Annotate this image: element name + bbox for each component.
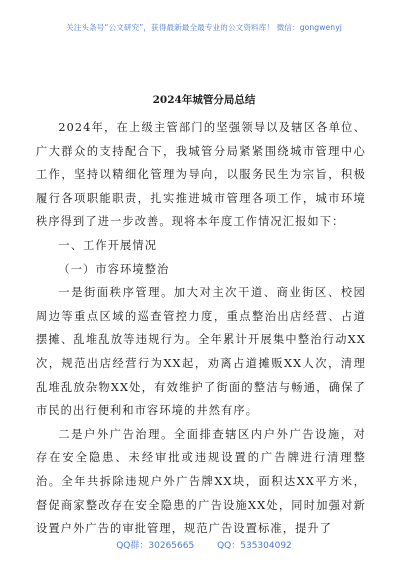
qq-contact-label: QQ：535304092	[217, 541, 292, 551]
document-body	[36, 116, 366, 541]
footer-contact	[0, 538, 408, 551]
document-title: 2024年城管分局总结	[152, 94, 256, 106]
qq-group-label: QQ群：30265665	[116, 541, 195, 551]
header-banner: 关注头条号“公文研究”，获得最新最全最专业的公文资料库！ 微信：gongwenyj	[66, 23, 342, 32]
paragraph-street-order: 一是街面秩序管理。加大对主次干道、商业街区、校园周边等重点区域的巡查管控力度，重点整治出店经营、占道摆摊、乱堆乱放等违规行为。全年累计开展集中整治行动XX次，规范出店经营行为XX起，劝离占道摊贩XX人次，清理乱堆乱放杂物XX处，有效维护了街面的整洁与畅通，确保了市民的出行便利和市容环境的井然有序。	[36, 286, 366, 418]
subsection-heading: （一）市容环境整治	[58, 262, 170, 276]
section-heading: 一、工作开展情况	[58, 238, 158, 252]
paragraph-intro: 2024年，在上级主管部门的坚强领导以及辖区各单位、广大群众的支持配合下，我城管分局紧紧围绕城市管理中心工作，坚持以精细化管理为导向，以服务民生为宗旨，积极履行各项职能职责，扎实推进城市管理各项工作，城市环境秩序得到了进一步改善。现将本年度工作情况汇报如下：	[36, 121, 366, 229]
paragraph-outdoor-ads: 二是户外广告治理。全面排查辖区内户外广告设施，对存在安全隐患、未经审批或违规设置的广告牌进行清理整治。全年共拆除违规户外广告牌XX块，面积达XX平方米，督促商家整改存在安全隐患的广告设施XX处，同时加强对新设置户外广告的审批管理，规范广告设置标准，提升了	[36, 427, 366, 536]
